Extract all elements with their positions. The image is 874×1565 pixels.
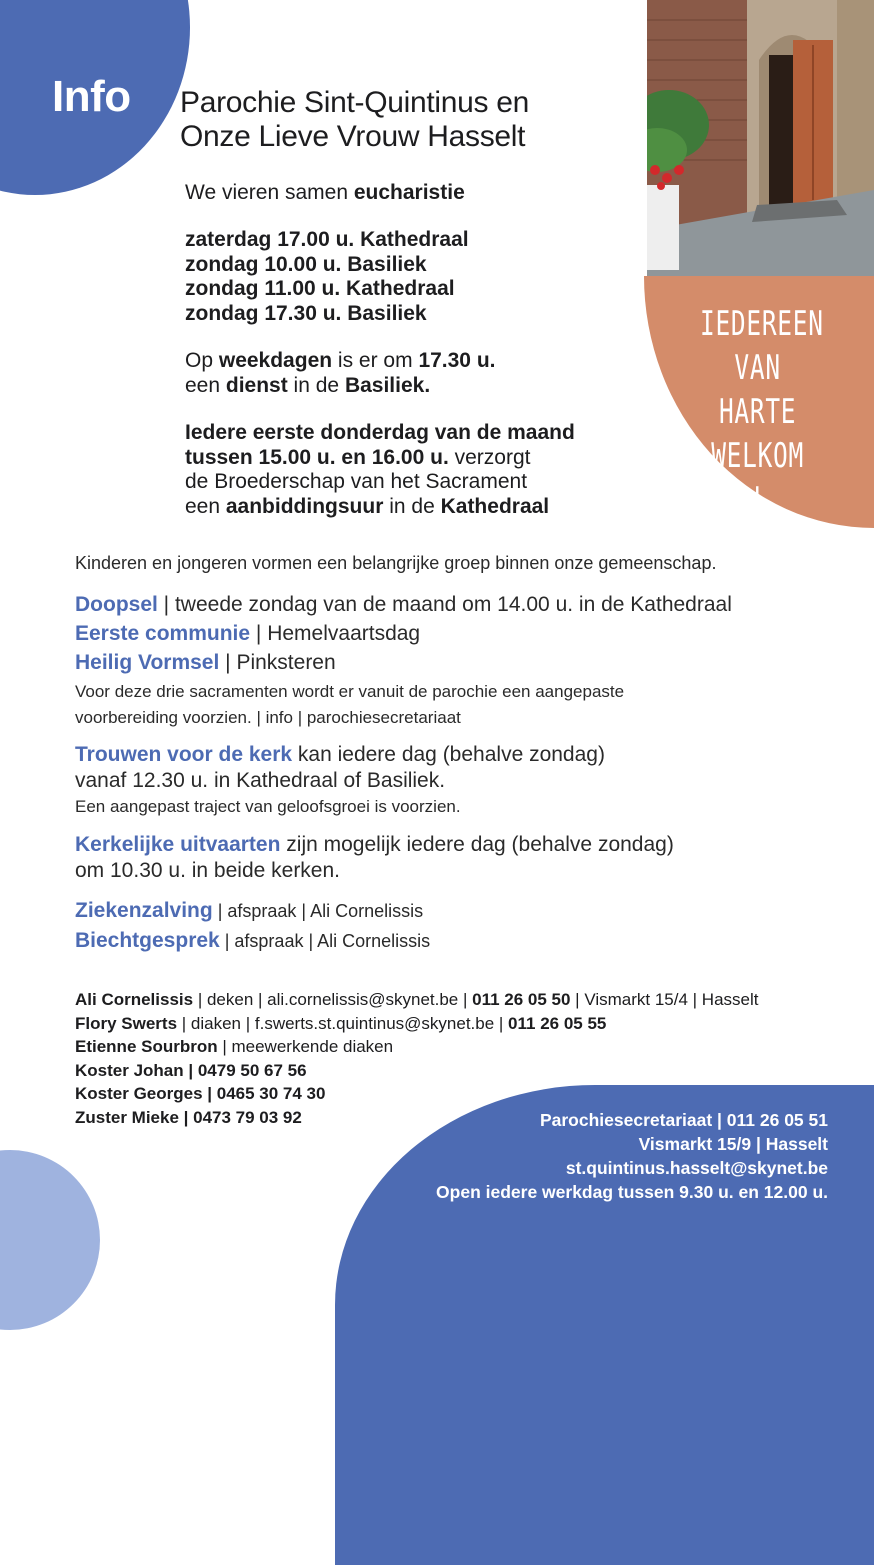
welcome-text: IEDEREEN VAN HARTE WELKOM ! [700,304,824,520]
mass-time: zondag 11.00 u. Kathedraal [185,277,455,300]
sacrament-item: Eerste communie | Hemelvaartsdag [75,622,421,645]
contact-row: Ali Cornelissis | deken | ali.cornelissis@skynet.be | 011 26 05 50 | Vismarkt 15/4 | Hasselt [75,990,759,1009]
info-tag: Info [52,72,131,121]
secretariaat-info: Parochiesecretariaat | 011 26 05 51 Vismarkt 15/9 | Hasselt st.quintinus.hasselt@skynet.be Open iedere werkdag tussen 9.30 u. en 12.00 u. [436,1110,828,1202]
contact-row: Koster Georges | 0465 30 74 30 [75,1084,326,1103]
eucharistie-intro: We vieren samen eucharistie [185,181,465,204]
mass-time: zondag 17.30 u. Basiliek [185,301,427,325]
page-title: Parochie Sint-Quintinus en Onze Lieve Vrouw Hasselt [180,86,530,153]
sacrament-item: Doopsel | tweede zondag van de maand om 14.00 u. in de Kathedraal [75,593,732,616]
sacrament-item: Heilig Vormsel | Pinksteren [75,651,336,674]
appointment-item: Biechtgesprek | afspraak | Ali Cornelissis [75,929,431,952]
adoration-info: Iedere eerste donderdag van de maand tussen 15.00 u. en 16.00 u. verzorgt de Broederschap van het Sacrament een aanbiddingsuur in de Kathedraal [185,421,575,518]
mass-time: zaterdag 17.00 u. Kathedraal [185,228,469,251]
sacraments-note: Voor deze drie sacramenten wordt er vanuit de parochie een aangepaste voorbereiding voorzien. | info | parochiesecretariaat [75,682,625,727]
contact-row: Koster Johan | 0479 50 67 56 [75,1060,307,1080]
weekdays-info: Op weekdagen is er om 17.30 u. een dienst in de Basiliek. [185,349,496,397]
contact-row: Etienne Sourbron | meewerkende diaken [75,1037,394,1056]
mass-time: zondag 10.00 u. Basiliek [185,252,427,276]
wedding-info: Trouwen voor de kerk kan iedere dag (behalve zondag) vanaf 12.30 u. in Kathedraal of Basiliek. [75,743,605,792]
mass-times [185,228,469,326]
contact-row: Flory Swerts | diaken | f.swerts.st.quintinus@skynet.be | 011 26 05 55 [75,1013,607,1033]
footer-left-blob [0,1150,100,1330]
church-entrance-photo [647,0,874,276]
contact-row: Zuster Mieke | 0473 79 03 92 [75,1107,302,1127]
appointments-list [75,896,430,956]
sacraments-list [75,590,732,677]
funeral-info: Kerkelijke uitvaarten zijn mogelijk iedere dag (behalve zondag) om 10.30 u. in beide kerken. [75,833,674,882]
youth-intro: Kinderen en jongeren vormen een belangrijke groep binnen onze gemeenschap. [75,553,717,573]
appointment-item: Ziekenzalving | afspraak | Ali Cornelissis [75,899,424,922]
wedding-note: Een aangepast traject van geloofsgroei is voorzien. [75,797,461,816]
